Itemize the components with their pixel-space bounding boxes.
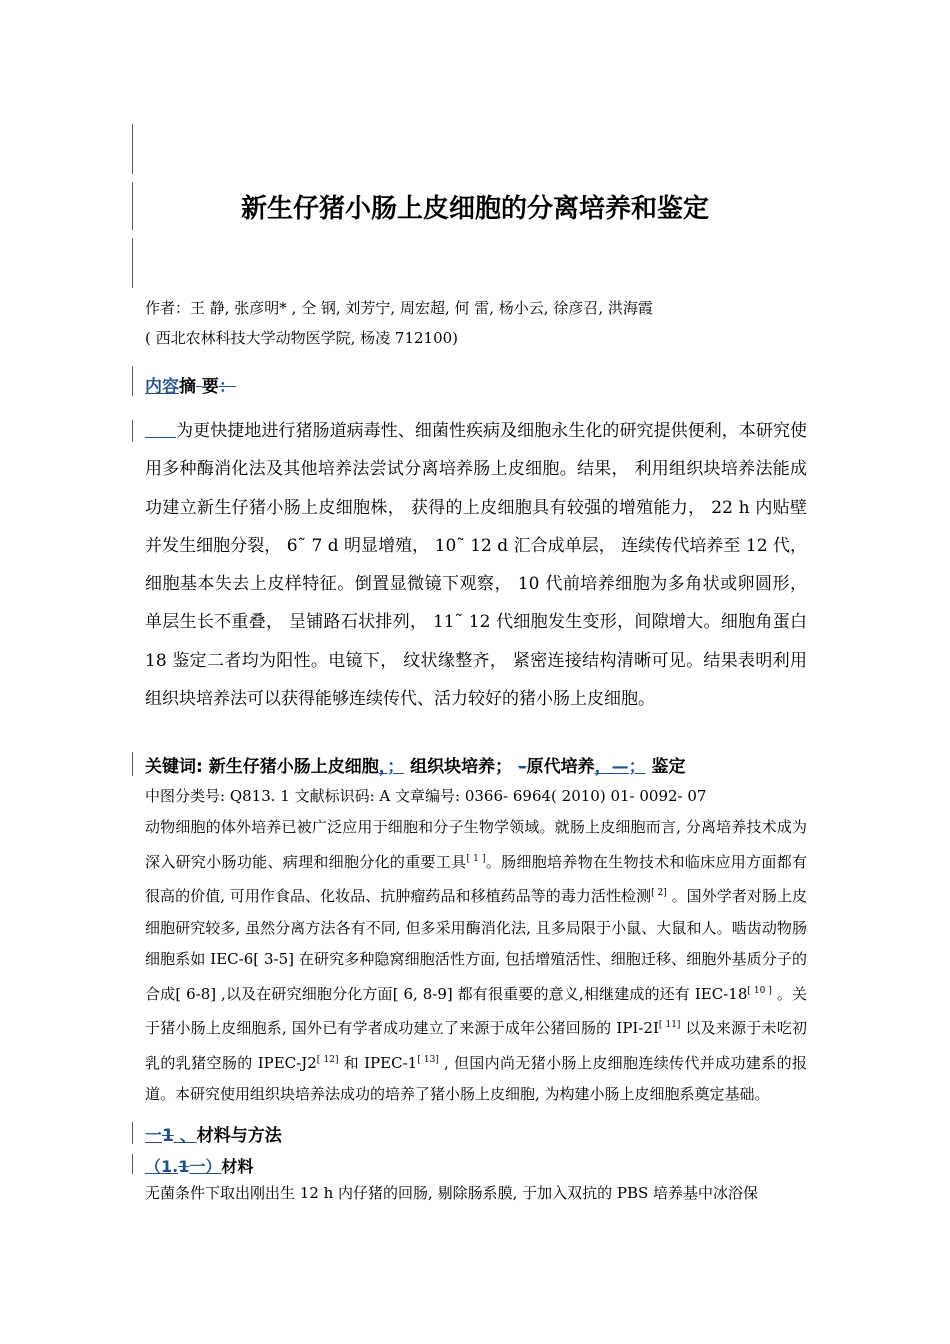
change-bar <box>132 182 133 230</box>
inserted-number: （1. <box>145 1157 179 1176</box>
abstract-paragraph <box>145 412 807 718</box>
keyword-separator: ，—； <box>594 757 646 777</box>
change-bar <box>132 420 133 442</box>
body-text: 。关于猪小肠上皮细胞系, 国外已有学者成功建立了来源于成年公猪回肠的 IPI-2I <box>145 984 807 1037</box>
change-bar <box>132 238 133 288</box>
keywords-label: 关键词: <box>145 757 203 777</box>
citation: [ 12] <box>316 1054 339 1065</box>
section-title: 材料与方法 <box>196 1126 282 1146</box>
body-text: 。肠细胞培养物在生物技术和临床应用方面都有很高的价值, 可用作食品、化妆品、抗肿瘤药品和移植药品等的毒力活性检测 <box>145 852 807 905</box>
body-text: , 但国内尚无猪小肠上皮细胞连续传代并成功建系的报道。本研究使用组织块培养法成功的培养了猪小肠上皮细胞, 为构建小肠上皮细胞系奠定基础。 <box>145 1053 807 1103</box>
change-bar <box>132 752 133 776</box>
keyword-1: 新生仔猪小肠上皮细胞 <box>208 757 379 777</box>
keyword-separator: ； <box>495 757 513 777</box>
inserted-number: 一） <box>189 1157 222 1176</box>
keyword-2: 组织块培养 <box>410 757 496 777</box>
inserted-text: 内容 <box>145 377 179 397</box>
deleted-number: 1 <box>162 1126 174 1146</box>
change-bar <box>132 1122 133 1144</box>
subsection-heading <box>145 1154 253 1177</box>
abstract-heading <box>145 372 236 397</box>
keywords-line <box>145 752 686 777</box>
section-heading <box>145 1121 282 1146</box>
methods-text: 无菌条件下取出刚出生 12 h 内仔猪的回肠, 剔除肠系膜, 于加入双抗的 PBS 培养基中冰浴保 <box>145 1184 759 1202</box>
change-bar <box>132 366 133 396</box>
citation: [ 13] <box>417 1054 439 1065</box>
authors-line: 作者：王 静, 张彦明* , 仝 钢, 刘芳宁, 周宏超, 何 雷, 杨小云, 徐彦召, 洪海霞 <box>145 299 653 317</box>
keyword-4: 鉴定 <box>651 757 686 777</box>
deleted-colon: ： <box>218 377 236 397</box>
inserted-sep: 、 <box>173 1126 197 1146</box>
citation: [ 2] <box>651 888 667 898</box>
body-text: 。国外学者对肠上皮细胞研究较多, 虽然分离方法各有不同, 但多采用酶消化法, 且多局限于小鼠、大鼠和人。啮齿动物肠细胞系如 IEC-6[ 3-5] 在研究多种隐窝细胞活性方面, 包括增殖活性、细胞迁移、细胞外基质分子的合成[ 6-8] ,以及在研究细胞分化方面[ 6, 8-9] 都有很重要的意义,相继建成的还有 IEC-18 <box>145 887 807 1003</box>
heading-text: 摘 <box>179 377 196 397</box>
citation: [ 1 ] <box>466 853 486 864</box>
keyword-3: 原代培养 <box>526 757 595 777</box>
deleted-number: 1 <box>178 1157 190 1176</box>
page-title: 新生仔猪小肠上皮细胞的分离培养和鉴定 <box>240 194 709 224</box>
keyword-separator: ，； <box>378 757 405 777</box>
intro-paragraph <box>145 812 807 1111</box>
citation: [ 10 ] <box>747 985 772 996</box>
body-text: 和 IPEC-1 <box>338 1053 418 1072</box>
heading-text-2: 要 <box>201 377 219 397</box>
change-bar <box>132 124 133 174</box>
body-text: 动物细胞的体外培养已被广泛应用于细胞和分子生物学领域。就肠上皮细胞而言, 分离培养技术成为深入研究小肠功能、病理和细胞分化的重要工具 <box>145 818 807 871</box>
inserted-space <box>145 421 176 441</box>
body-text: 以及来源于未吃初乳的乳猪空肠的 IPEC-J2 <box>145 1019 807 1072</box>
affiliation-line: ( 西北农林科技大学动物医学院, 杨凌 712100) <box>145 329 459 347</box>
citation: [ 11] <box>658 1020 681 1030</box>
classification-line: 中图分类号: Q813. 1 文献标识码: A 文章编号: 0366- 6964( 2010) 01- 0092- 07 <box>145 787 707 805</box>
subsection-title: 材料 <box>221 1157 254 1176</box>
change-bar <box>132 1154 133 1174</box>
abstract-text: 为更快捷地进行猪肠道病毒性、细菌性疾病及细胞永生化的研究提供便利，本研究使用多种酶消化法及其他培养法尝试分离培养肠上皮细胞。结果， 利用组织块培养法能成功建立新生仔猪小肠上皮细胞株， 获得的上皮细胞具有较强的增殖能力， 22 h 内贴壁并发生细胞分裂， 6˜ 7 d 明显增殖， 10˜ 12 d 汇合成单层， 连续传代培养至 12 代， 细胞基本失去上皮样特征。倒置显微镜下观察， 10 代前培养细胞为多角状或卵圆形， 单层生长不重叠， 呈铺路石状排列， 11˜ 12 代细胞发生变形，间隙增大。细胞角蛋白 18 鉴定二者均为阳性。电镜下， 纹状缘整齐， 紧密连接结构清晰可见。结果表明利用组织块培养法可以获得能够连续传代、活力较好的猪小肠上皮细胞。 <box>145 421 807 710</box>
inserted-number: 一 <box>145 1126 162 1146</box>
deleted-mark: – <box>518 757 527 777</box>
